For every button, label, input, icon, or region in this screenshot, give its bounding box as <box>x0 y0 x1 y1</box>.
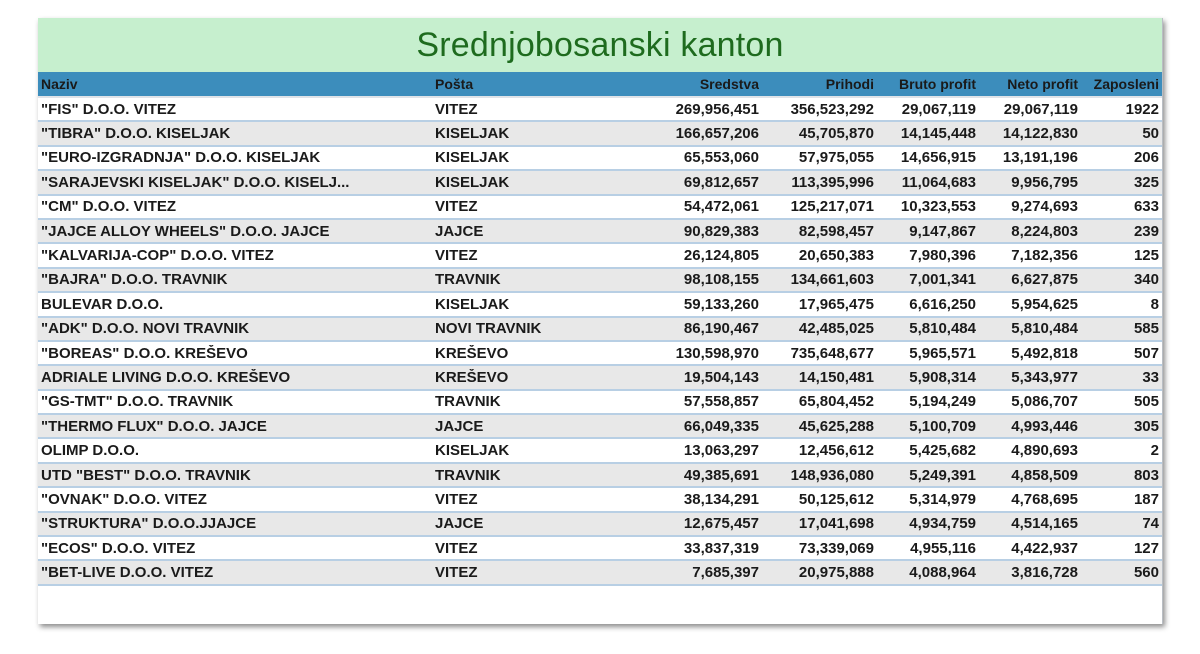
column-header-sredstva[interactable]: Sredstva <box>699 76 759 92</box>
cell-prihodi[interactable]: 82,598,457 <box>798 222 874 240</box>
cell-naziv[interactable]: "TIBRA" D.O.O. KISELJAK <box>41 125 231 143</box>
column-header-bruto-profit[interactable]: Bruto profit <box>899 76 976 92</box>
cell-bruto-profit[interactable]: 5,908,314 <box>909 368 976 386</box>
cell-neto-profit[interactable]: 4,993,446 <box>1011 417 1078 435</box>
spreadsheet-table <box>38 18 1163 624</box>
cell-naziv[interactable]: "KALVARIJA-COP" D.O.O. VITEZ <box>41 247 274 265</box>
cell-neto-profit[interactable]: 5,086,707 <box>1011 393 1078 411</box>
cell-posta[interactable]: NOVI TRAVNIK <box>435 320 542 338</box>
cell-prihodi[interactable]: 50,125,612 <box>798 490 874 508</box>
table-body <box>38 98 1162 586</box>
cell-sredstva[interactable]: 7,685,397 <box>692 564 759 582</box>
cell-posta[interactable]: JAJCE <box>435 222 484 240</box>
cell-sredstva[interactable]: 269,956,451 <box>675 100 759 118</box>
table-row[interactable] <box>38 171 1162 195</box>
cell-zaposleni[interactable]: 1922 <box>1125 100 1159 118</box>
cell-neto-profit[interactable]: 29,067,119 <box>1003 100 1078 118</box>
cell-posta[interactable]: TRAVNIK <box>435 271 501 289</box>
cell-posta[interactable]: KISELJAK <box>435 149 510 167</box>
table-row[interactable] <box>38 561 1162 585</box>
cell-bruto-profit[interactable]: 5,194,249 <box>909 393 976 411</box>
cell-sredstva[interactable]: 59,133,260 <box>683 295 759 313</box>
cell-zaposleni[interactable]: 33 <box>1142 368 1159 386</box>
cell-naziv[interactable]: "CM" D.O.O. VITEZ <box>41 198 177 216</box>
cell-sredstva[interactable]: 13,063,297 <box>683 442 759 460</box>
cell-sredstva[interactable]: 90,829,383 <box>683 222 759 240</box>
cell-posta[interactable]: VITEZ <box>435 198 478 216</box>
cell-zaposleni[interactable]: 325 <box>1133 173 1159 191</box>
cell-naziv[interactable]: "ADK" D.O.O. NOVI TRAVNIK <box>41 320 250 338</box>
cell-bruto-profit[interactable]: 4,934,759 <box>909 515 976 533</box>
cell-zaposleni[interactable]: 125 <box>1133 247 1159 265</box>
cell-zaposleni[interactable]: 127 <box>1133 539 1159 557</box>
table-row[interactable] <box>38 122 1162 146</box>
cell-prihodi[interactable]: 735,648,677 <box>790 344 874 362</box>
cell-zaposleni[interactable]: 206 <box>1133 149 1159 167</box>
cell-bruto-profit[interactable]: 4,088,964 <box>909 564 976 582</box>
table-row[interactable] <box>38 366 1162 390</box>
column-header-naziv[interactable]: Naziv <box>41 76 78 92</box>
cell-neto-profit[interactable]: 4,514,165 <box>1011 515 1078 533</box>
cell-prihodi[interactable]: 20,650,383 <box>798 247 874 265</box>
table-header <box>38 72 1162 98</box>
cell-neto-profit[interactable]: 13,191,196 <box>1002 149 1078 167</box>
cell-sredstva[interactable]: 26,124,805 <box>683 247 759 265</box>
cell-bruto-profit[interactable]: 11,064,683 <box>901 173 976 191</box>
cell-sredstva[interactable]: 54,472,061 <box>683 198 759 216</box>
cell-posta[interactable]: KISELJAK <box>435 442 510 460</box>
cell-zaposleni[interactable]: 50 <box>1142 125 1159 143</box>
cell-bruto-profit[interactable]: 5,100,709 <box>909 417 976 435</box>
cell-zaposleni[interactable]: 187 <box>1133 490 1159 508</box>
cell-neto-profit[interactable]: 4,858,509 <box>1011 466 1078 484</box>
cell-sredstva[interactable]: 69,812,657 <box>683 173 759 191</box>
cell-zaposleni[interactable]: 2 <box>1150 442 1159 460</box>
cell-naziv[interactable]: "STRUKTURA" D.O.O.JJAJCE <box>41 515 257 533</box>
cell-prihodi[interactable]: 113,395,996 <box>791 173 874 191</box>
cell-sredstva[interactable]: 130,598,970 <box>675 344 759 362</box>
cell-posta[interactable]: VITEZ <box>435 539 478 557</box>
cell-sredstva[interactable]: 38,134,291 <box>683 490 759 508</box>
cell-naziv[interactable]: UTD "BEST" D.O.O. TRAVNIK <box>41 466 251 484</box>
table-row[interactable] <box>38 293 1162 317</box>
cell-zaposleni[interactable]: 507 <box>1133 344 1159 362</box>
cell-prihodi[interactable]: 57,975,055 <box>798 149 874 167</box>
cell-naziv[interactable]: ADRIALE LIVING D.O.O. KREŠEVO <box>41 368 291 386</box>
cell-posta[interactable]: KREŠEVO <box>435 344 509 362</box>
table-row[interactable] <box>38 439 1162 463</box>
cell-bruto-profit[interactable]: 14,145,448 <box>900 125 976 143</box>
table-row[interactable] <box>38 318 1162 342</box>
table-row[interactable] <box>38 147 1162 171</box>
cell-posta[interactable]: VITEZ <box>435 490 478 508</box>
cell-bruto-profit[interactable]: 6,616,250 <box>909 295 976 313</box>
cell-sredstva[interactable]: 49,385,691 <box>683 466 759 484</box>
cell-prihodi[interactable]: 73,339,069 <box>798 539 874 557</box>
cell-bruto-profit[interactable]: 5,314,979 <box>909 490 976 508</box>
cell-prihodi[interactable]: 148,936,080 <box>790 466 874 484</box>
table-row[interactable] <box>38 98 1162 122</box>
cell-neto-profit[interactable]: 6,627,875 <box>1011 271 1078 289</box>
cell-bruto-profit[interactable]: 5,249,391 <box>909 466 976 484</box>
cell-neto-profit[interactable]: 4,890,693 <box>1011 442 1078 460</box>
cell-zaposleni[interactable]: 585 <box>1133 320 1159 338</box>
cell-bruto-profit[interactable]: 9,147,867 <box>909 222 976 240</box>
cell-posta[interactable]: VITEZ <box>435 100 478 118</box>
cell-zaposleni[interactable]: 8 <box>1150 295 1159 313</box>
cell-naziv[interactable]: BULEVAR D.O.O. <box>41 295 164 313</box>
cell-prihodi[interactable]: 45,625,288 <box>798 417 874 435</box>
cell-zaposleni[interactable]: 505 <box>1133 393 1159 411</box>
cell-posta[interactable]: TRAVNIK <box>435 393 501 411</box>
cell-naziv[interactable]: "BOREAS" D.O.O. KREŠEVO <box>41 344 248 362</box>
cell-posta[interactable]: JAJCE <box>435 417 484 435</box>
cell-neto-profit[interactable]: 4,422,937 <box>1011 539 1078 557</box>
cell-posta[interactable]: JAJCE <box>435 515 484 533</box>
table-row[interactable] <box>38 220 1162 244</box>
cell-naziv[interactable]: "BET-LIVE D.O.O. VITEZ <box>41 564 214 582</box>
table-row[interactable] <box>38 269 1162 293</box>
cell-prihodi[interactable]: 65,804,452 <box>798 393 874 411</box>
column-header-prihodi[interactable]: Prihodi <box>825 76 874 92</box>
cell-prihodi[interactable]: 14,150,481 <box>798 368 874 386</box>
cell-bruto-profit[interactable]: 5,425,682 <box>909 442 976 460</box>
cell-zaposleni[interactable]: 340 <box>1133 271 1159 289</box>
cell-bruto-profit[interactable]: 5,810,484 <box>909 320 976 338</box>
cell-posta[interactable]: KISELJAK <box>435 173 510 191</box>
cell-naziv[interactable]: "OVNAK" D.O.O. VITEZ <box>41 490 207 508</box>
table-row[interactable] <box>38 488 1162 512</box>
cell-sredstva[interactable]: 66,049,335 <box>683 417 759 435</box>
cell-naziv[interactable]: "SARAJEVSKI KISELJAK" D.O.O. KISELJ... <box>41 173 350 191</box>
table-row[interactable] <box>38 391 1162 415</box>
cell-bruto-profit[interactable]: 29,067,119 <box>901 100 976 118</box>
cell-naziv[interactable]: "BAJRA" D.O.O. TRAVNIK <box>41 271 228 289</box>
page-title: Srednjobosanski kanton <box>416 26 784 64</box>
table-row[interactable] <box>38 464 1162 488</box>
cell-bruto-profit[interactable]: 4,955,116 <box>910 539 976 557</box>
cell-sredstva[interactable]: 98,108,155 <box>683 271 759 289</box>
cell-zaposleni[interactable]: 305 <box>1133 417 1159 435</box>
cell-neto-profit[interactable]: 5,810,484 <box>1011 320 1078 338</box>
cell-neto-profit[interactable]: 9,956,795 <box>1011 173 1078 191</box>
cell-sredstva[interactable]: 33,837,319 <box>683 539 759 557</box>
cell-posta[interactable]: KISELJAK <box>435 295 510 313</box>
cell-sredstva[interactable]: 86,190,467 <box>683 320 759 338</box>
cell-neto-profit[interactable]: 5,343,977 <box>1011 368 1078 386</box>
cell-zaposleni[interactable]: 239 <box>1133 222 1159 240</box>
cell-naziv[interactable]: "GS-TMT" D.O.O. TRAVNIK <box>41 393 234 411</box>
cell-prihodi[interactable]: 134,661,603 <box>790 271 874 289</box>
cell-neto-profit[interactable]: 3,816,728 <box>1011 564 1078 582</box>
cell-posta[interactable]: TRAVNIK <box>435 466 501 484</box>
cell-zaposleni[interactable]: 560 <box>1133 564 1159 582</box>
cell-neto-profit[interactable]: 4,768,695 <box>1011 490 1078 508</box>
cell-prihodi[interactable]: 17,965,475 <box>798 295 874 313</box>
table-row[interactable] <box>38 513 1162 537</box>
column-header-zaposleni[interactable]: Zaposleni <box>1093 76 1159 92</box>
cell-bruto-profit[interactable]: 7,001,341 <box>909 271 976 289</box>
column-header-posta[interactable]: Pošta <box>435 76 474 92</box>
cell-posta[interactable]: VITEZ <box>435 247 478 265</box>
cell-sredstva[interactable]: 166,657,206 <box>675 125 759 143</box>
table-row[interactable] <box>38 196 1162 220</box>
column-header-neto-profit[interactable]: Neto profit <box>1007 76 1078 92</box>
cell-neto-profit[interactable]: 9,274,693 <box>1011 198 1078 216</box>
table-row[interactable] <box>38 415 1162 439</box>
cell-posta[interactable]: KISELJAK <box>435 125 510 143</box>
cell-prihodi[interactable]: 45,705,870 <box>798 125 874 143</box>
cell-prihodi[interactable]: 356,523,292 <box>790 100 874 118</box>
cell-neto-profit[interactable]: 5,954,625 <box>1011 295 1078 313</box>
cell-naziv[interactable]: OLIMP D.O.O. <box>41 442 140 460</box>
cell-neto-profit[interactable]: 7,182,356 <box>1011 247 1078 265</box>
cell-posta[interactable]: KREŠEVO <box>435 368 509 386</box>
cell-neto-profit[interactable]: 5,492,818 <box>1011 344 1078 362</box>
cell-naziv[interactable]: "ECOS" D.O.O. VITEZ <box>41 539 196 557</box>
cell-sredstva[interactable]: 65,553,060 <box>683 149 759 167</box>
cell-naziv[interactable]: "THERMO FLUX" D.O.O. JAJCE <box>41 417 267 435</box>
cell-zaposleni[interactable]: 803 <box>1133 466 1159 484</box>
cell-prihodi[interactable]: 42,485,025 <box>798 320 874 338</box>
cell-prihodi[interactable]: 12,456,612 <box>798 442 874 460</box>
cell-bruto-profit[interactable]: 5,965,571 <box>909 344 976 362</box>
cell-bruto-profit[interactable]: 14,656,915 <box>900 149 976 167</box>
cell-sredstva[interactable]: 19,504,143 <box>683 368 759 386</box>
cell-zaposleni[interactable]: 74 <box>1142 515 1159 533</box>
cell-sredstva[interactable]: 57,558,857 <box>683 393 759 411</box>
cell-neto-profit[interactable]: 8,224,803 <box>1011 222 1078 240</box>
cell-zaposleni[interactable]: 633 <box>1133 198 1159 216</box>
cell-prihodi[interactable]: 17,041,698 <box>798 515 874 533</box>
cell-prihodi[interactable]: 125,217,071 <box>790 198 874 216</box>
title-band <box>38 18 1162 72</box>
cell-bruto-profit[interactable]: 10,323,553 <box>900 198 976 216</box>
cell-posta[interactable]: VITEZ <box>435 564 478 582</box>
cell-bruto-profit[interactable]: 7,980,396 <box>909 247 976 265</box>
table-row[interactable] <box>38 537 1162 561</box>
table-row[interactable] <box>38 342 1162 366</box>
cell-naziv[interactable]: "JAJCE ALLOY WHEELS" D.O.O. JAJCE <box>41 222 330 240</box>
cell-prihodi[interactable]: 20,975,888 <box>798 564 874 582</box>
cell-naziv[interactable]: "EURO-IZGRADNJA" D.O.O. KISELJAK <box>41 149 321 167</box>
cell-sredstva[interactable]: 12,675,457 <box>683 515 759 533</box>
cell-naziv[interactable]: "FIS" D.O.O. VITEZ <box>41 100 177 118</box>
cell-neto-profit[interactable]: 14,122,830 <box>1002 125 1078 143</box>
table-row[interactable] <box>38 244 1162 268</box>
